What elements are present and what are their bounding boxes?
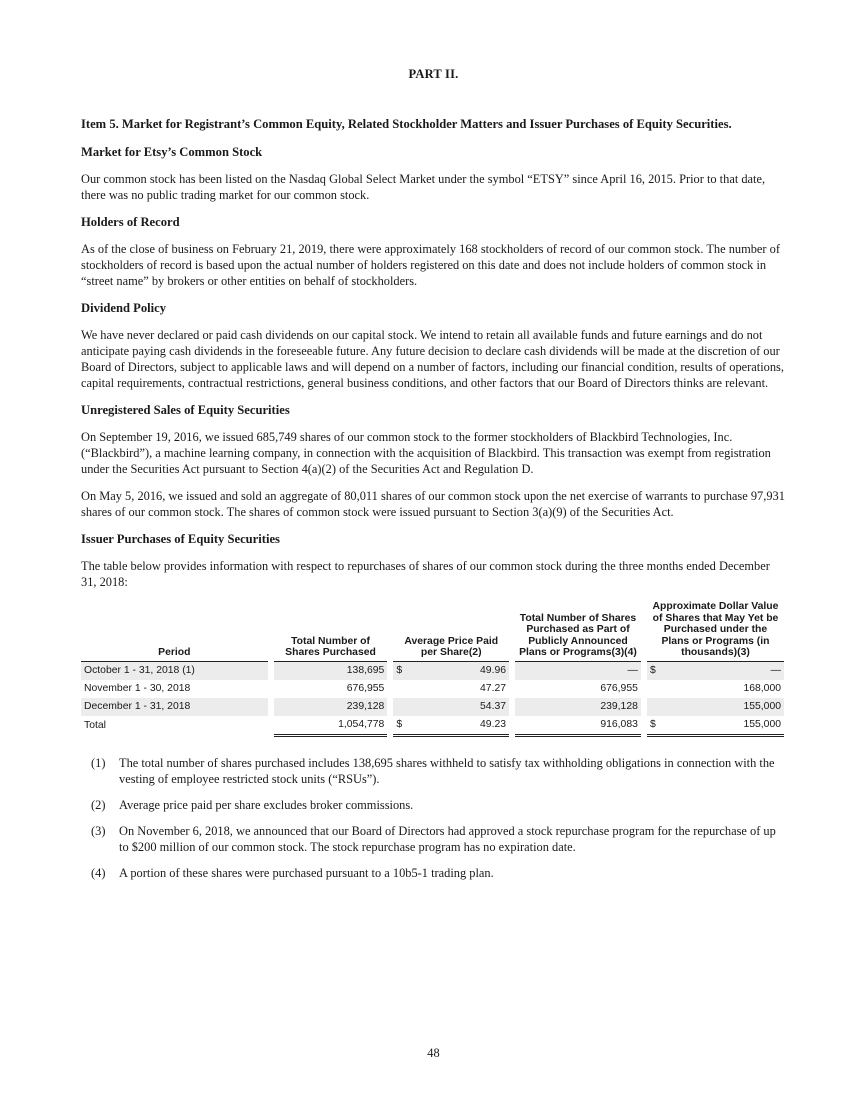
- paragraph-unregistered-1: On September 19, 2016, we issued 685,749 shares of our common stock to the former stockholders of Blackbird Technologies, Inc. (“Blackbird”), a machine learning company, in connection with the acquisition of Blackbird. This transaction was exempt from registration under the Securities Act pursuant to Section 4(a)(2) of the Securities Act and Regulation D.: [81, 430, 771, 476]
- total-announced-shares: 916,083: [515, 716, 641, 736]
- paragraph-dividend: We have never declared or paid cash dividends on our capital stock. We intend to retain all available funds and future earnings and do not anticipate paying cash dividends in the foreseeable future. Any future decision to declare cash dividends will be made at the discretion of our Board of Directors, subject to applicable laws and will depend on a number of factors, including our financial condition, results of operations, capital requirements, contractual restrictions, general business conditions, and other factors that our Board of Directors thinks are relevant.: [81, 328, 784, 390]
- footnote: [81, 823, 786, 855]
- footnote-text: Average price paid per share excludes broker commissions.: [119, 797, 414, 812]
- part-title: PART II.: [408, 67, 459, 81]
- table-row: [81, 698, 784, 716]
- section-heading-issuer: Issuer Purchases of Equity Securities: [81, 532, 280, 546]
- page-content: [81, 116, 786, 891]
- section-heading-market: Market for Etsy’s Common Stock: [81, 145, 263, 159]
- header-announced-plans: Total Number of Shares Purchased as Part of Publicly Announced Plans or Programs(3)(4): [515, 601, 641, 661]
- total-label: Total: [81, 716, 268, 736]
- row-total-shares: 138,695: [274, 661, 388, 680]
- header-total-shares: Total Number of Shares Purchased: [274, 601, 388, 661]
- row-remaining-value: 168,000: [743, 683, 781, 694]
- paragraph-unregistered-2: On May 5, 2016, we issued and sold an aggregate of 80,011 shares of our common stock upon the net exercise of warrants to purchase 97,931 shares of our common stock. The shares of common stock were issued pursuant to Section 3(a)(9) of the Securities Act.: [81, 489, 785, 519]
- table-total-row: [81, 716, 784, 736]
- item-heading: Item 5. Market for Registrant’s Common Equity, Related Stockholder Matters and Issuer Purchases of Equity Securities.: [81, 117, 732, 131]
- header-average-price: Average Price Paid per Share(2): [393, 601, 509, 661]
- row-announced-shares: 676,955: [600, 683, 638, 694]
- row-price-currency: [393, 698, 409, 716]
- row-period: October 1 - 31, 2018 (1): [81, 661, 268, 680]
- footnote: [81, 797, 786, 813]
- row-remaining-value: 155,000: [663, 698, 784, 716]
- row-value-currency: $: [647, 661, 663, 680]
- row-total-shares: 676,955: [346, 683, 385, 694]
- page-number: 48: [427, 1046, 440, 1060]
- section-heading-unregistered: Unregistered Sales of Equity Securities: [81, 403, 290, 417]
- row-value-currency: [647, 698, 663, 716]
- footnotes: [81, 755, 786, 881]
- total-remaining-value: 155,000: [663, 716, 784, 736]
- section-heading-dividend: Dividend Policy: [81, 301, 167, 315]
- row-period: November 1 - 30, 2018: [84, 683, 191, 694]
- row-remaining-value: —: [663, 661, 784, 680]
- footnote: [81, 865, 786, 881]
- header-period: Period: [81, 601, 268, 661]
- footnote-number: (4): [91, 865, 106, 880]
- footnote-number: (3): [91, 823, 106, 838]
- table-row: [81, 661, 784, 680]
- total-average-price: 49.23: [410, 716, 509, 736]
- row-average-price: 47.27: [480, 683, 507, 694]
- section-heading-holders: Holders of Record: [81, 215, 180, 229]
- repurchase-table: [81, 601, 784, 737]
- footnote-text: The total number of shares purchased includes 138,695 shares withheld to satisfy tax withholding obligations in connection with the vesting of employee restricted stock units (“RSUs”).: [119, 755, 775, 786]
- row-price-currency: $: [393, 661, 409, 680]
- row-period: December 1 - 31, 2018: [81, 698, 268, 716]
- row-announced-shares: —: [515, 661, 641, 680]
- row-average-price: 49.96: [410, 661, 509, 680]
- total-price-currency: $: [393, 716, 409, 736]
- row-value-currency: [647, 680, 663, 698]
- total-value-currency: $: [647, 716, 663, 736]
- paragraph-issuer: The table below provides information with respect to repurchases of shares of our common stock during the three months ended December 31, 2018:: [81, 559, 770, 589]
- footnote-text: On November 6, 2018, we announced that our Board of Directors had approved a stock repurchase program for the repurchase of up to $200 million of our common stock. The stock repurchase program has no expiration date.: [119, 823, 776, 854]
- total-shares: 1,054,778: [274, 716, 388, 736]
- row-average-price: 54.37: [410, 698, 509, 716]
- row-price-currency: [393, 680, 409, 698]
- row-total-shares: 239,128: [274, 698, 388, 716]
- footnote-number: (1): [91, 755, 106, 770]
- footnote-number: (2): [91, 797, 106, 812]
- paragraph-market: Our common stock has been listed on the Nasdaq Global Select Market under the symbol “ETSY” since April 16, 2015. Prior to that date, there was no public trading market for our common stock.: [81, 172, 766, 202]
- row-announced-shares: 239,128: [515, 698, 641, 716]
- footnote-text: A portion of these shares were purchased pursuant to a 10b5-1 trading plan.: [119, 865, 494, 880]
- table-row: [81, 680, 784, 698]
- table-header-row: [81, 601, 784, 661]
- header-remaining-value: Approximate Dollar Value of Shares that May Yet be Purchased under the Plans or Programs (in thousands)(3): [647, 601, 784, 661]
- paragraph-holders: As of the close of business on February 21, 2019, there were approximately 168 stockholders of record of our common stock. The number of stockholders of record is based upon the actual number of holders registered on this date and does not include holders of common stock in “street name” by brokers or other entities on behalf of stockholders.: [81, 242, 780, 288]
- footnote: [81, 755, 786, 787]
